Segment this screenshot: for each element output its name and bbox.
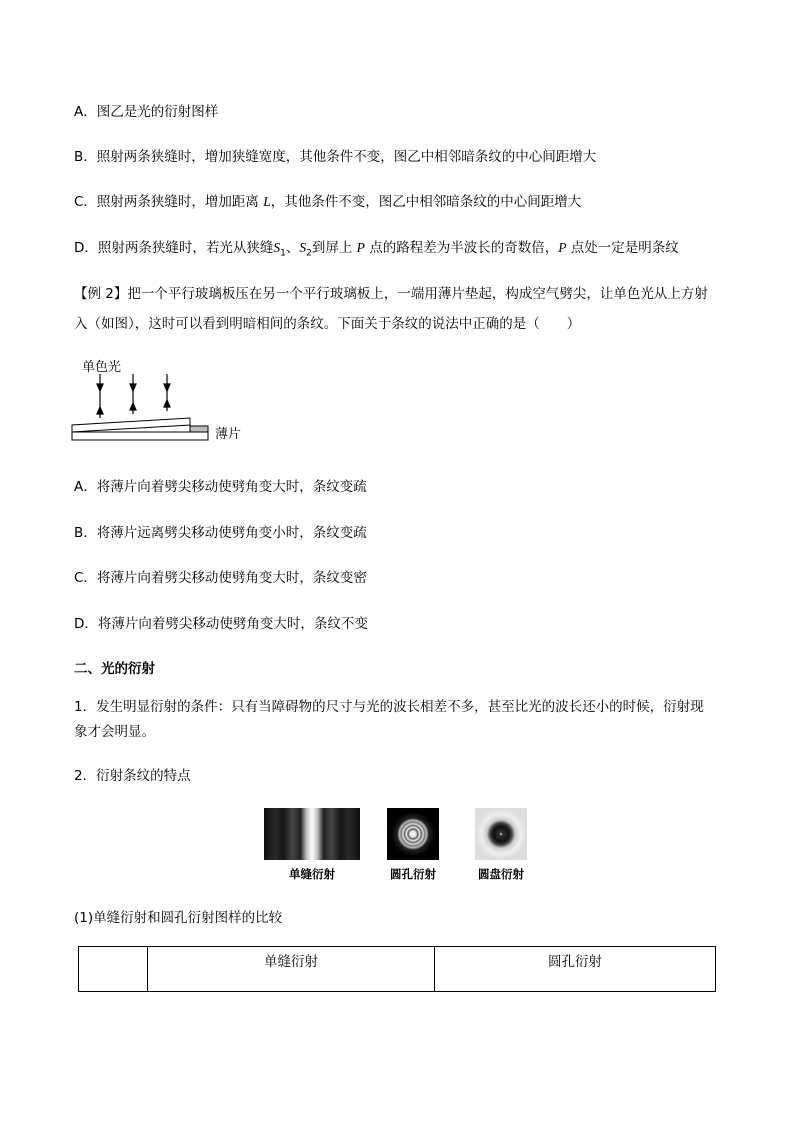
shim [190,426,208,432]
var-L: L [263,194,271,209]
bottom-plate [72,432,208,440]
circular-hole-label: 圆孔衍射 [390,867,436,881]
table-header-circular-hole: 圆孔衍射 [435,947,716,992]
option-b-ex2: B．将薄片远离劈尖移动使劈角变小时，条纹变疏 [74,525,367,541]
para2: 2．衍射条纹的特点 [74,768,191,784]
table-header-empty [79,947,148,992]
option-d-ex1: D．照射两条狭缝时，若光从狭缝$S_1$、$S_2$到屏上 P 点的路程差为半波长的奇数倍，P 点处一定是明条纹 [74,240,679,259]
circular-disk-label: 圆盘衍射 [478,867,524,881]
table-header-single-slit: 单缝衍射 [148,947,435,992]
option-d-ex2: D．将薄片向着劈尖移动使劈角变大时，条纹不变 [74,616,368,632]
comparison-table [78,946,716,992]
subheading-1: (1)单缝衍射和圆孔衍射图样的比较 [74,910,283,926]
air-wedge-figure [68,352,258,450]
option-b-ex1: B．照射两条狭缝时，增加狭缝宽度，其他条件不变，图乙中相邻暗条纹的中心间距增大 [74,149,597,165]
circular-hole-pattern [387,808,439,860]
top-plate [72,418,190,432]
single-slit-label: 单缝衍射 [289,867,335,881]
section-heading: 二、光的衍射 [74,661,155,677]
para1-line2: 象才会明显。 [74,724,155,740]
example2-line1: 【例 2】把一个平行玻璃板压在另一个平行玻璃板上，一端用薄片垫起，构成空气劈尖，让单色光从上方射 [74,286,708,302]
circular-disk-pattern [475,808,527,860]
shim-label: 薄片 [215,427,242,442]
option-c-ex2: C．将薄片向着劈尖移动使劈角变大时，条纹变密 [74,570,367,586]
option-a-ex2: A．将薄片向着劈尖移动使劈角变大时，条纹变疏 [74,479,367,495]
example2-line2: 入（如图），这时可以看到明暗相间的条纹。下面关于条纹的说法中正确的是（ ） [74,316,581,332]
option-c-ex1: C．照射两条狭缝时，增加距离 L，其他条件不变，图乙中相邻暗条纹的中心间距增大 [74,194,582,210]
single-slit-pattern [264,808,360,860]
para1-line1: 1．发生明显衍射的条件：只有当障碍物的尺寸与光的波长相差不多，甚至比光的波长还小的时候，衍射现 [74,699,704,715]
table-header-row [79,947,716,992]
option-a-ex1: A．图乙是光的衍射图样 [74,104,219,120]
light-label: 单色光 [82,360,122,375]
